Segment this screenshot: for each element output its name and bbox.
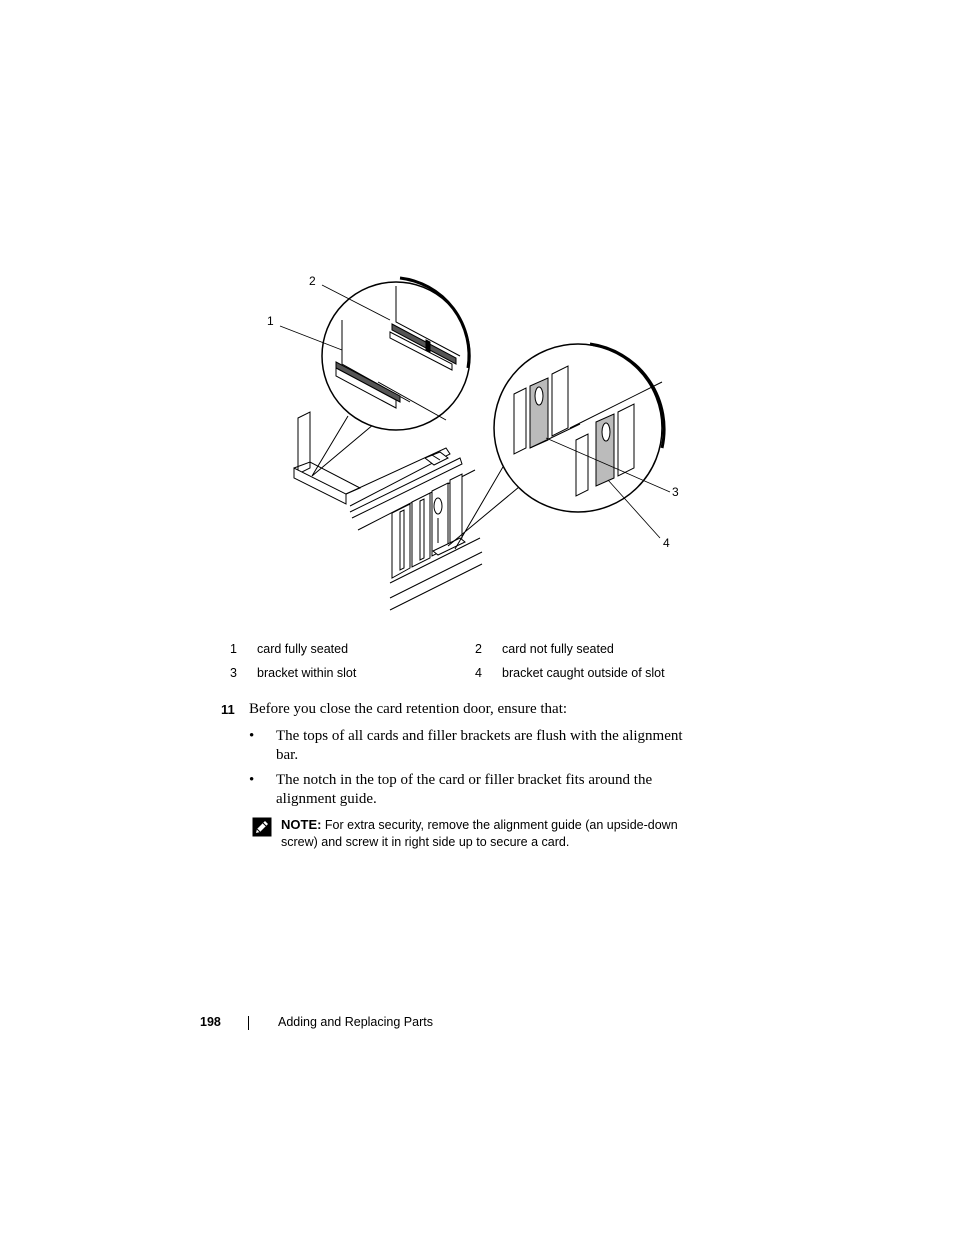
chassis-drawing — [294, 412, 482, 610]
step-number: 11 — [221, 702, 235, 717]
callout-3: 3 — [672, 485, 679, 499]
note-label: NOTE: — [281, 817, 322, 832]
figure-legend — [228, 642, 708, 690]
legend-text: bracket caught outside of slot — [502, 666, 665, 680]
callout-1: 1 — [267, 314, 274, 328]
legend-text: bracket within slot — [257, 666, 357, 680]
legend-number: 3 — [230, 666, 237, 680]
bullet-text: The notch in the top of the card or filler bracket fits around the alignment guide. — [276, 772, 653, 807]
legend-text: card not fully seated — [502, 642, 614, 656]
footer-separator — [248, 1016, 249, 1030]
bullet-symbol: • — [249, 772, 255, 788]
note-text — [281, 816, 701, 851]
legend-number: 2 — [475, 642, 482, 656]
legend-row — [228, 666, 708, 690]
bullet-symbol: • — [249, 728, 255, 744]
page-number: 198 — [200, 1015, 221, 1029]
legend-number: 4 — [475, 666, 482, 680]
note-body: For extra security, remove the alignment guide (an upside-down screw) and screw it in right side up to secure a card. — [281, 818, 678, 849]
bullet-text: The tops of all cards and filler brackets are flush with the alignment bar. — [276, 728, 683, 763]
section-title: Adding and Replacing Parts — [278, 1015, 433, 1029]
callout-4: 4 — [663, 536, 670, 550]
card-seating-illustration — [250, 268, 690, 620]
callout-2: 2 — [309, 274, 316, 288]
legend-text: card fully seated — [257, 642, 349, 656]
magnifier-card-seating — [312, 278, 470, 476]
magnifier-bracket-alignment — [448, 344, 664, 549]
note-pencil-icon — [252, 817, 272, 842]
legend-number: 1 — [230, 642, 237, 656]
legend-row — [228, 642, 708, 666]
step-text: Before you close the card retention door, ensure that: — [249, 701, 568, 717]
